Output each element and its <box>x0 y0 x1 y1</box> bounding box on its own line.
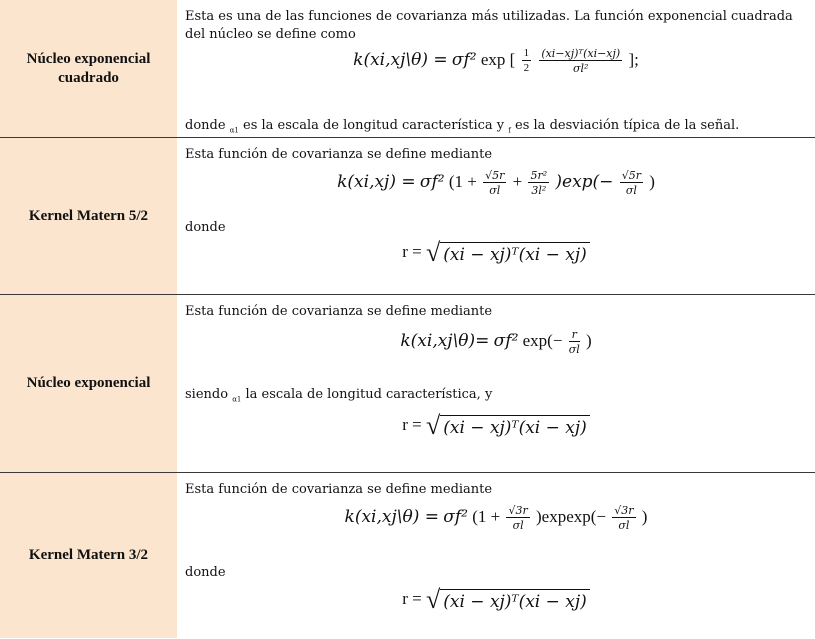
kernel-description <box>177 295 815 473</box>
r-definition: r = √ (xi − xj)ᵀ(xi − xj) <box>177 585 815 615</box>
table-row <box>0 473 815 639</box>
description-text: donde <box>185 565 226 580</box>
description-text: siendo $_{\alpha 1}$ la escala de longitud característica, y <box>185 387 493 404</box>
r-definition: r = √ (xi − xj)ᵀ(xi − xj) <box>177 411 815 441</box>
fraction: $\frac{\text{5r²}}{\text{3l²}}$ <box>530 169 548 197</box>
fraction: $\frac{\text{(xi−xj)ᵀ(xi−xj)}}{\text{σl²}}$ <box>541 47 621 75</box>
fraction: $\frac{√5r}{\sigma l}$ <box>485 169 505 197</box>
fraction: $\frac{r}{\sigma l}$ <box>568 328 580 356</box>
description-text: Esta función de covarianza se define mediante <box>185 482 493 497</box>
description-text: Esta es una de las funciones de covarianza más utilizadas. La función exponencial cuadrada <box>185 9 793 24</box>
table-row <box>0 295 815 473</box>
kernel-name: Kernel Matern 5/2 <box>0 138 177 295</box>
kernel-name: Núcleo exponencial cuadrado <box>0 0 177 138</box>
fraction: $\frac{1}{2}$ <box>523 47 530 74</box>
description-text: Esta función de covarianza se define mediante <box>185 147 493 162</box>
kernel-name: Kernel Matern 3/2 <box>0 473 177 639</box>
fraction: $\frac{√3r}{\sigma l}$ <box>614 504 634 532</box>
kernel-name: Núcleo exponencial <box>0 295 177 473</box>
table-row <box>0 0 815 138</box>
table-row <box>0 138 815 295</box>
fraction: $\frac{√5r}{\sigma l}$ <box>621 169 641 197</box>
kernel-description <box>177 138 815 295</box>
description-text: donde <box>185 220 226 235</box>
description-text: donde $_{\alpha 1}$ es la escala de longitud característica y $_f$ es la desviación típica de la señal. <box>185 118 740 135</box>
fraction: $\frac{√3r}{\sigma l}$ <box>508 504 528 532</box>
formula: k(xi,xj\θ) = σf² exp [ $\frac{1}{2}$ $\frac{\text{(xi−xj)ᵀ(xi−xj)}}{\text{σl²}}$ ]; <box>353 47 639 75</box>
description-text: del núcleo se define como <box>185 27 356 42</box>
kernel-description <box>177 0 815 138</box>
formula: k(xi,xj\θ) = σf² (1 + $\frac{√3r}{\sigma l}$ )expexp(− $\frac{√3r}{\sigma l}$ ) <box>344 504 648 532</box>
r-definition: r = √ (xi − xj)ᵀ(xi − xj) <box>177 238 815 268</box>
kernel-description <box>177 473 815 639</box>
description-text: Esta función de covarianza se define mediante <box>185 304 493 319</box>
formula: k(xi,xj\θ)= σf² exp(− $\frac{r}{\sigma l}$ ) <box>400 328 592 356</box>
formula: k(xi,xj) = σf² (1 + $\frac{√5r}{\sigma l}$ + $\frac{\text{5r²}}{\text{3l²}}$ )exp(− $\frac{√5r}{\sigma l}$ ) <box>337 169 655 197</box>
